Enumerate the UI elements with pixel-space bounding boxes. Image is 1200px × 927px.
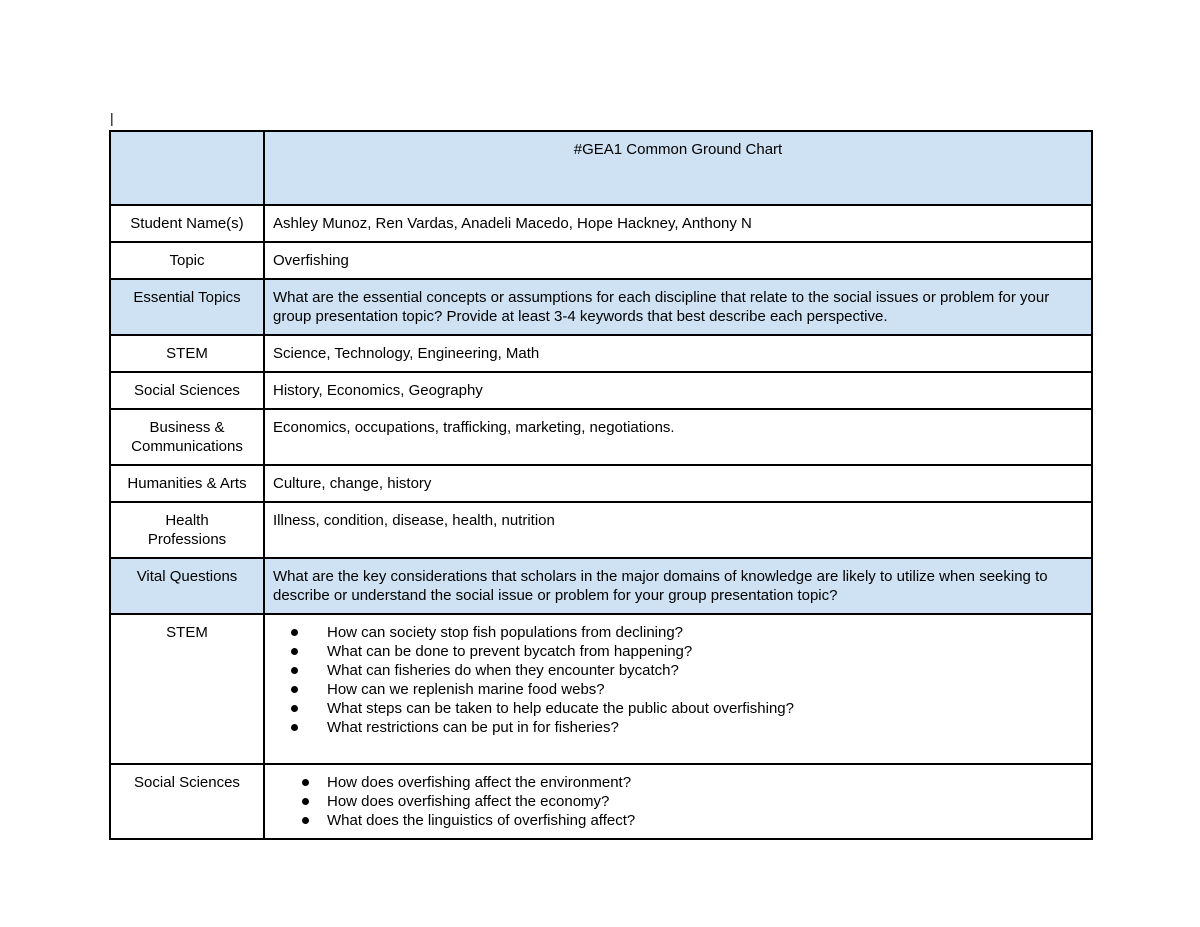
vital-questions-row xyxy=(110,558,1092,614)
vital-questions-label: Vital Questions xyxy=(110,558,264,614)
title-empty-cell xyxy=(110,131,264,205)
chart-title-row xyxy=(110,131,1092,205)
list-item: What does the linguistics of overfishing affect? xyxy=(327,811,1083,830)
vital-social-sciences-row xyxy=(110,764,1092,839)
list-item: How can we replenish marine food webs? xyxy=(327,680,1083,699)
vital-social-sciences-cell xyxy=(264,764,1092,839)
essential-topics-label: Essential Topics xyxy=(110,279,264,335)
vital-stem-row xyxy=(110,614,1092,764)
vital-questions-prompt: What are the key considerations that scholars in the major domains of knowledge are likely to utilize when seeking to describe or understand the social issue or problem for your group presentation topic? xyxy=(264,558,1092,614)
essential-social-sciences-value: History, Economics, Geography xyxy=(264,372,1092,409)
vital-social-sciences-list xyxy=(273,773,1083,830)
essential-topics-prompt: What are the essential concepts or assumptions for each discipline that relate to the social issues or problem for your group presentation topic? Provide at least 3-4 keywords that best describe each perspective. xyxy=(264,279,1092,335)
list-item: What can fisheries do when they encounter bycatch? xyxy=(327,661,1083,680)
topic-row xyxy=(110,242,1092,279)
list-item: What restrictions can be put in for fisheries? xyxy=(327,718,1083,737)
essential-business-row xyxy=(110,409,1092,465)
essential-humanities-value: Culture, change, history xyxy=(264,465,1092,502)
student-names-row xyxy=(110,205,1092,242)
essential-social-sciences-row xyxy=(110,372,1092,409)
vital-social-sciences-label: Social Sciences xyxy=(110,764,264,839)
text-cursor: | xyxy=(110,110,114,126)
essential-stem-row xyxy=(110,335,1092,372)
topic-label: Topic xyxy=(110,242,264,279)
essential-health-row xyxy=(110,502,1092,558)
topic-value: Overfishing xyxy=(264,242,1092,279)
student-names-label: Student Name(s) xyxy=(110,205,264,242)
essential-business-label: Business & Communications xyxy=(110,409,264,465)
list-item: How does overfishing affect the environment? xyxy=(327,773,1083,792)
essential-health-label: Health Professions xyxy=(110,502,264,558)
list-item: How can society stop fish populations from declining? xyxy=(327,623,1083,642)
vital-stem-list xyxy=(273,623,1083,737)
essential-stem-value: Science, Technology, Engineering, Math xyxy=(264,335,1092,372)
essential-topics-row xyxy=(110,279,1092,335)
vital-stem-cell xyxy=(264,614,1092,764)
list-item: What steps can be taken to help educate the public about overfishing? xyxy=(327,699,1083,718)
essential-business-value: Economics, occupations, trafficking, marketing, negotiations. xyxy=(264,409,1092,465)
essential-health-value: Illness, condition, disease, health, nutrition xyxy=(264,502,1092,558)
essential-social-sciences-label: Social Sciences xyxy=(110,372,264,409)
chart-title: #GEA1 Common Ground Chart xyxy=(264,131,1092,205)
vital-stem-label: STEM xyxy=(110,614,264,764)
list-item: What can be done to prevent bycatch from happening? xyxy=(327,642,1083,661)
student-names-value: Ashley Munoz, Ren Vardas, Anadeli Macedo, Hope Hackney, Anthony N xyxy=(264,205,1092,242)
common-ground-chart xyxy=(109,130,1093,840)
list-item: How does overfishing affect the economy? xyxy=(327,792,1083,811)
essential-humanities-label: Humanities & Arts xyxy=(110,465,264,502)
essential-humanities-row xyxy=(110,465,1092,502)
essential-stem-label: STEM xyxy=(110,335,264,372)
